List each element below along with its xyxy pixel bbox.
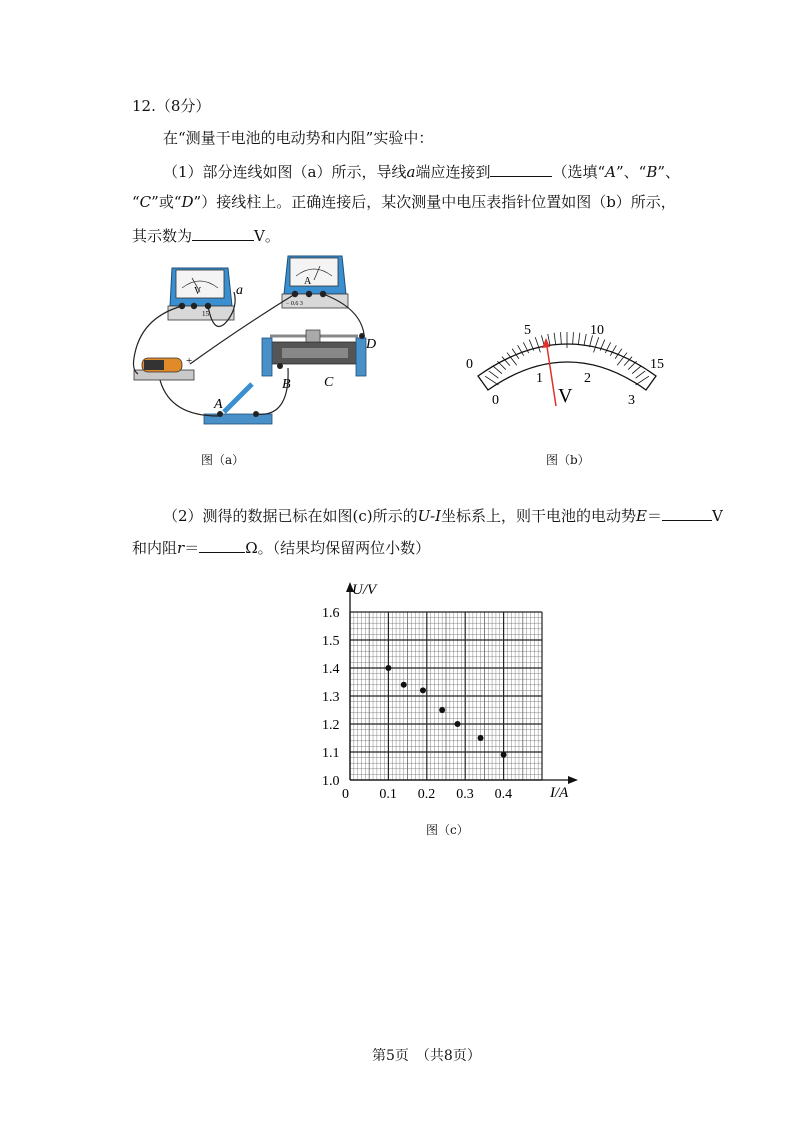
terminal-c-label: C [324, 375, 334, 390]
ammeter [282, 256, 348, 308]
meter-tick [584, 334, 586, 346]
part1-line1 [163, 160, 680, 182]
part2-line2-b: ＝ [184, 539, 200, 557]
inner-label-0: 0 [492, 393, 499, 408]
figure-a-circuit [120, 248, 390, 438]
x-tick-label: 0.2 [417, 787, 436, 802]
unit-v: V [712, 507, 723, 525]
meter-tick [573, 332, 574, 344]
voltmeter [168, 268, 234, 320]
x-tick-label: 0.3 [456, 787, 474, 802]
answer-blank-emf[interactable] [662, 504, 712, 521]
inner-label-1: 1 [536, 371, 543, 386]
part1-line3-b: V。 [254, 227, 280, 245]
y-tick-label: 1.5 [322, 634, 340, 649]
part1-line2-c: ”）接线柱上。正确连接后，某次测量中电压表指针位置如图（b）所示， [193, 193, 676, 211]
page-footer: 第5页 （共8页） [372, 1048, 481, 1064]
option-c: C [139, 193, 152, 211]
y-tick-label: 1.3 [322, 690, 340, 705]
data-point [385, 665, 391, 671]
answer-blank-resistance[interactable] [199, 536, 245, 553]
y-tick-label: 1.2 [322, 718, 340, 733]
outer-label-5: 5 [524, 323, 531, 338]
inner-label-2: 2 [584, 371, 591, 386]
inner-label-3: 3 [628, 393, 635, 408]
outer-label-0: 0 [466, 357, 473, 372]
part2-line2 [132, 536, 430, 558]
wire-a-label: a [236, 283, 243, 298]
x-tick-label: 0.4 [494, 787, 513, 802]
outer-label-10: 10 [590, 323, 604, 338]
var-a: a [406, 163, 416, 181]
part2-line1 [163, 504, 723, 526]
data-point [455, 721, 461, 727]
part1-line2-a: “ [132, 193, 140, 211]
option-a: A [605, 163, 616, 181]
part1-text-c: （选填“ [552, 163, 606, 181]
part2-text-a: （2）测得的数据已标在如图(c)所示的 [163, 507, 418, 525]
option-b: B [646, 163, 658, 181]
sep-2: ”、 [657, 163, 681, 181]
data-point [478, 735, 484, 741]
x-axis-label: I/A [550, 785, 569, 801]
question-number: 12.（8分） [132, 97, 211, 115]
x-axis-arrow [568, 776, 578, 784]
part1-text-a: （1）部分连线如图（a）所示，导线 [163, 163, 407, 181]
voltmeter-terminal-label: 15 [202, 310, 209, 318]
figure-c-chart [300, 570, 600, 810]
answer-blank-reading[interactable] [192, 224, 254, 241]
figure-b-meter [460, 312, 680, 416]
chart-origin-label: 0 [342, 787, 349, 802]
figure-c-caption: 图（c） [426, 823, 469, 837]
meter-tick [578, 333, 580, 345]
terminal-a-label: A [214, 397, 223, 412]
part2-text-c: ＝ [647, 507, 663, 525]
data-point [401, 682, 407, 688]
y-tick-label: 1.0 [322, 774, 340, 789]
var-e: E [636, 507, 647, 525]
var-r: r [177, 539, 185, 557]
var-ui: U-I [417, 507, 442, 525]
option-d: D [181, 193, 194, 211]
sep-1: ”、“ [615, 163, 647, 181]
battery [134, 355, 194, 380]
figure-a-caption: 图（a） [201, 453, 245, 467]
x-tick-label: 0.1 [379, 787, 397, 802]
y-tick-label: 1.4 [322, 662, 340, 677]
part2-line2-a: 和内阻 [132, 539, 178, 557]
battery-plus: + [186, 355, 193, 367]
part1-text-b: 端应连接到 [415, 163, 491, 181]
data-point [501, 752, 507, 758]
part1-line3 [132, 224, 280, 246]
part1-line2-b: ”或“ [151, 193, 182, 211]
part2-line2-c: Ω。（结果均保留两位小数） [245, 539, 431, 557]
rheostat [262, 330, 366, 376]
figure-b-caption: 图（b） [546, 453, 590, 467]
data-point [420, 687, 426, 693]
y-tick-label: 1.1 [322, 746, 340, 761]
meter-symbol-v: V [558, 385, 573, 407]
terminal-d-label: D [366, 337, 377, 352]
data-point [439, 707, 445, 713]
part2-text-b: 坐标系上，则干电池的电动势 [441, 507, 637, 525]
meter-tick [561, 332, 562, 344]
voltmeter-label: V [194, 286, 202, 297]
answer-blank-terminal[interactable] [490, 160, 552, 177]
ammeter-label: A [304, 276, 312, 287]
y-axis-label: U/V [352, 582, 377, 598]
question-intro: 在“测量干电池的电动势和内阻”实验中： [163, 129, 434, 147]
part1-line2 [132, 192, 676, 212]
outer-label-15: 15 [650, 357, 664, 372]
part1-line3-a: 其示数为 [132, 227, 193, 245]
y-tick-label: 1.6 [322, 606, 340, 621]
terminal-b-label: B [282, 377, 291, 392]
meter-tick [554, 333, 556, 345]
ammeter-terminal-labels: − 0.6 3 [286, 301, 303, 307]
